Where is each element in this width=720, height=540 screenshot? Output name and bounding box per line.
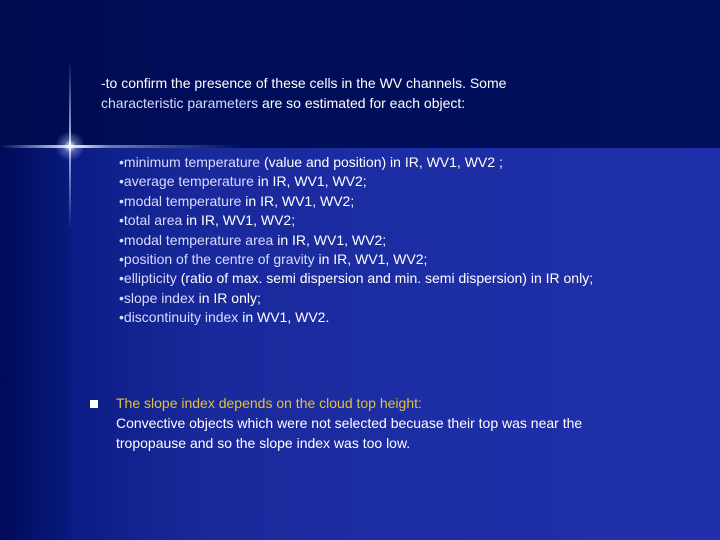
- parameter-detail: in IR, WV1, WV2;: [257, 173, 367, 190]
- list-item: [119, 153, 619, 172]
- parameter-detail: in WV1, WV2.: [242, 309, 330, 326]
- list-item: [119, 172, 619, 191]
- parameter-name: •ellipticity: [119, 270, 181, 287]
- parameter-list: [119, 153, 619, 328]
- list-item: [119, 211, 619, 230]
- note-heading: The slope index depends on the cloud top height:: [116, 395, 422, 411]
- parameter-name: •position of the centre of gravity: [119, 251, 319, 268]
- list-item: [119, 231, 619, 250]
- parameter-name: •average temperature: [119, 173, 258, 190]
- lens-flare-horizontal: [0, 145, 240, 148]
- lens-flare-glow: [55, 131, 85, 161]
- note-body: Convective objects which were not selected becuase their top was near the tropopause and so the slope index was too low.: [116, 415, 583, 451]
- intro-line-1: -to confirm the presence of these cells in the WV channels. Some: [101, 75, 507, 91]
- list-item: [119, 250, 619, 269]
- parameter-name: •total area: [119, 212, 187, 229]
- parameter-name: •slope index: [119, 289, 199, 306]
- slope-index-note: [116, 393, 606, 453]
- background-left-band: [0, 148, 70, 540]
- parameter-name: •modal temperature area: [119, 231, 278, 248]
- intro-line-2-highlight: characteristic parameters: [101, 95, 259, 111]
- list-item: [119, 192, 619, 211]
- intro-line-2-rest: are so estimated for each object:: [258, 95, 466, 111]
- parameter-name: •modal temperature: [119, 192, 246, 209]
- parameter-name: •discontinuity index: [119, 309, 243, 326]
- parameter-detail: in IR, WV1, WV2;: [245, 192, 355, 209]
- parameter-detail: in IR only;: [198, 289, 261, 306]
- parameter-name: •minimum temperature: [119, 154, 264, 170]
- list-item: [119, 308, 619, 327]
- square-bullet-icon: [90, 400, 98, 408]
- intro-paragraph: [101, 73, 571, 113]
- parameter-detail: in IR, WV1, WV2;: [318, 251, 428, 268]
- list-item: [119, 269, 619, 288]
- parameter-detail: (ratio of max. semi dispersion and min. semi dispersion) in IR only;: [180, 270, 594, 287]
- parameter-detail: (value and position) in IR, WV1, WV2 ;: [263, 154, 503, 170]
- parameter-detail: in IR, WV1, WV2;: [277, 231, 387, 248]
- list-item: [119, 289, 619, 308]
- parameter-detail: in IR, WV1, WV2;: [186, 212, 296, 229]
